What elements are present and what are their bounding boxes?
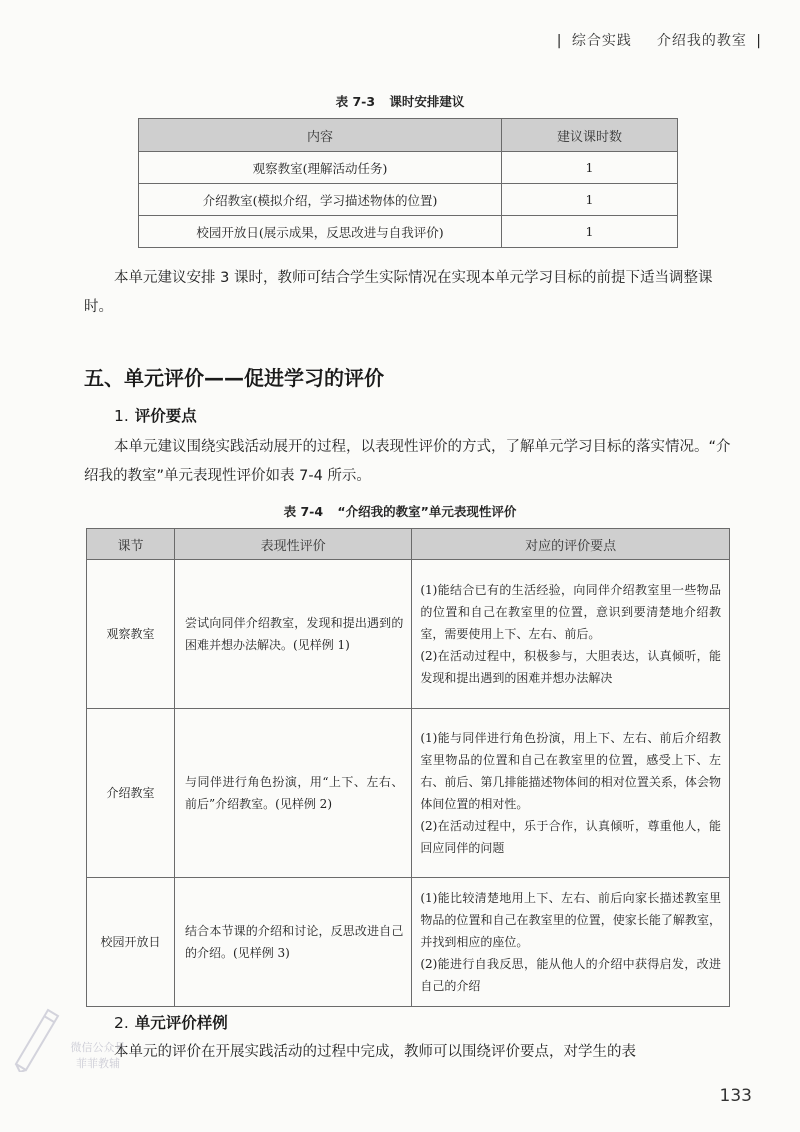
lesson-schedule-table: [138, 118, 678, 248]
header-points: 对应的评价要点: [412, 529, 730, 560]
row-hours: 1: [502, 152, 678, 184]
row-performance: 尝试向同伴介绍教室，发现和提出遇到的困难并想办法解决。(见样例 1): [175, 560, 412, 709]
header-content: 内容: [139, 119, 502, 152]
row-hours: 1: [502, 184, 678, 216]
point-item: (2)在活动过程中，积极参与，大胆表达，认真倾听，能发现和提出遇到的困难并想办法解决: [420, 649, 721, 685]
row-hours: 1: [502, 216, 678, 248]
watermark-line-1: 微信公众号: [70, 1041, 126, 1054]
table-7-4-title: “介绍我的教室”单元表现性评价: [337, 504, 517, 519]
row-lesson: 介绍教室: [87, 709, 175, 878]
table-row: [87, 878, 730, 1007]
table-7-4-number: 表 7-4: [283, 504, 324, 519]
point-item: (2)在活动过程中，乐于合作，认真倾听，尊重他人，能回应同伴的问题: [420, 819, 721, 855]
row-content: 观察教室(理解活动任务): [139, 152, 502, 184]
table-row: [87, 709, 730, 878]
sample-paragraph: 本单元的评价在开展实践活动的过程中完成，教师可以围绕评价要点，对学生的表: [114, 1044, 636, 1060]
table-7-3-caption: [0, 92, 800, 110]
row-points: [412, 709, 730, 878]
schedule-paragraph: 本单元建议安排 3 课时，教师可结合学生实际情况在实现本单元学习目标的前提下适当调整课时。: [84, 270, 713, 315]
point-item: (1)能比较清楚地用上下、左右、前后向家长描述教室里物品的位置和自己在教室里的位置，使家长能了解教室，并找到相应的座位。: [420, 891, 721, 949]
subsection-heading-1: 1. 评价要点: [114, 407, 197, 425]
table-row: [139, 152, 678, 184]
table-row: [139, 216, 678, 248]
table-7-3-title: 课时安排建议: [389, 94, 465, 109]
row-points: [412, 878, 730, 1007]
table-row: [139, 184, 678, 216]
table-header-row: [87, 529, 730, 560]
header-performance: 表现性评价: [175, 529, 412, 560]
row-performance: 结合本节课的介绍和讨论，反思改进自己的介绍。(见样例 3): [175, 878, 412, 1007]
watermark-line-2: 菲菲教辅: [76, 1057, 120, 1070]
table-7-4-caption: [0, 502, 800, 520]
row-content: 介绍教室(模拟介绍，学习描述物体的位置): [139, 184, 502, 216]
row-lesson: 观察教室: [87, 560, 175, 709]
page-number: 133: [719, 1086, 752, 1106]
performance-evaluation-table: [86, 528, 730, 1007]
row-points: [412, 560, 730, 709]
subsection-heading-2: 2. 单元评价样例: [114, 1014, 228, 1032]
evaluation-paragraph: 本单元建议围绕实践活动展开的过程，以表现性评价的方式，了解单元学习目标的落实情况。“介绍我的教室”单元表现性评价如表 7-4 所示。: [84, 439, 731, 484]
table-7-3-number: 表 7-3: [335, 94, 376, 109]
row-content: 校园开放日(展示成果，反思改进与自我评价): [139, 216, 502, 248]
header-hours: 建议课时数: [502, 119, 678, 152]
section-heading: 五、单元评价——促进学习的评价: [84, 366, 384, 390]
point-item: (1)能与同伴进行角色扮演，用上下、左右、前后介绍教室里物品的位置和自己在教室里的位置，感受上下、左右、前后、第几排能描述物体间的相对位置关系，体会物体间位置的相对性。: [420, 731, 721, 811]
point-item: (2)能进行自我反思，能从他人的介绍中获得启发，改进自己的介绍: [420, 957, 721, 993]
running-header: | 综合实践 介绍我的教室 |: [556, 33, 762, 49]
header-chapter: 综合实践: [571, 33, 632, 49]
header-lesson: 课节: [87, 529, 175, 560]
row-performance: 与同伴进行角色扮演，用“上下、左右、前后”介绍教室。(见样例 2): [175, 709, 412, 878]
watermark: [8, 1002, 126, 1082]
table-row: [87, 560, 730, 709]
row-lesson: 校园开放日: [87, 878, 175, 1007]
point-item: (1)能结合已有的生活经验，向同伴介绍教室里一些物品的位置和自己在教室里的位置，意识到要清楚地介绍教室，需要使用上下、左右、前后。: [420, 583, 721, 641]
table-header-row: [139, 119, 678, 152]
header-topic: 介绍我的教室: [656, 33, 747, 49]
